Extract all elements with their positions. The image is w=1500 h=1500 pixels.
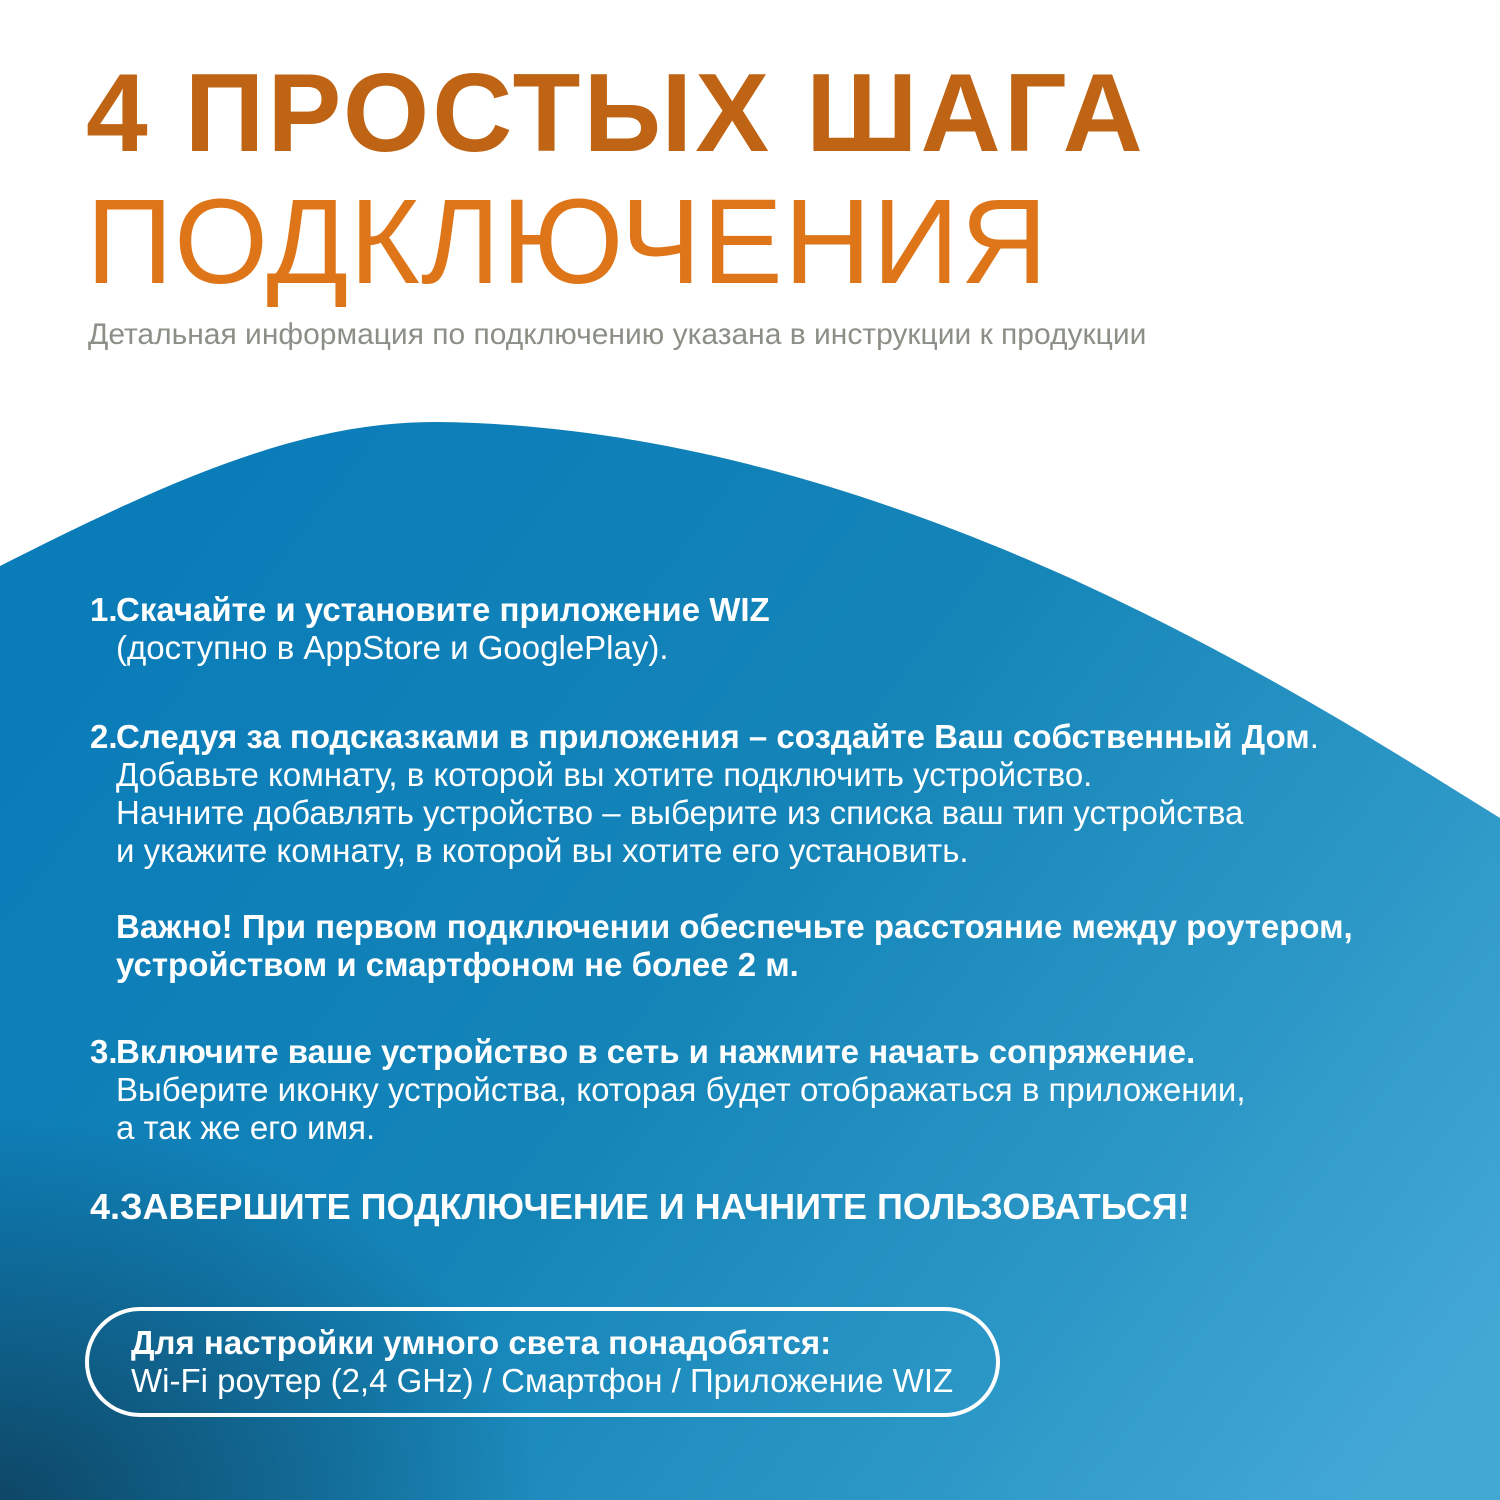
step-2-title: Следуя за подсказками в приложения – создайте Ваш собственный Дом — [116, 718, 1310, 755]
step-2-line: Добавьте комнату, в которой вы хотите подключить устройство. — [116, 756, 1093, 793]
step-3 — [90, 1033, 1246, 1147]
requirements-title: Для настройки умного света понадобятся: — [131, 1324, 832, 1361]
step-2-line: Начните добавлять устройство – выберите из списка ваш тип устройства — [116, 794, 1244, 831]
important-note-line: устройством и смартфоном не более 2 м. — [116, 946, 799, 983]
step-4-number: 4. — [90, 1186, 121, 1227]
page-title-line2: ПОДКЛЮЧЕНИЯ — [86, 173, 1049, 309]
step-3-line: а так же его имя. — [116, 1109, 376, 1146]
important-note — [116, 908, 1353, 984]
step-2-line: и укажите комнату, в которой вы хотите его установить. — [116, 832, 969, 869]
step-3-title: Включите ваше устройство в сеть и нажмите начать сопряжение. — [116, 1033, 1196, 1070]
step-3-line: Выберите иконку устройства, которая будет отображаться в приложении, — [116, 1071, 1246, 1108]
step-1-number: 1. — [90, 591, 118, 628]
step-1-title: Скачайте и установите приложение WIZ — [116, 591, 770, 628]
step-2-title-suffix: . — [1309, 718, 1319, 755]
step-4 — [90, 1186, 1190, 1228]
important-note-line: Важно! При первом подключении обеспечьте расстояние между роутером, — [116, 908, 1353, 945]
step-4-title: ЗАВЕРШИТЕ ПОДКЛЮЧЕНИЕ И НАЧНИТЕ ПОЛЬЗОВАТЬСЯ! — [120, 1186, 1190, 1227]
step-1-line: (доступно в AppStore и GooglePlay). — [116, 629, 669, 666]
page-title-line1: 4 ПРОСТЫХ ШАГА — [86, 51, 1146, 175]
step-2-number: 2. — [90, 718, 118, 755]
requirements-items: Wi-Fi роутер (2,4 GHz) / Смартфон / Приложение WIZ — [131, 1362, 954, 1399]
step-2 — [90, 718, 1319, 870]
step-1 — [90, 591, 770, 667]
requirements-box — [85, 1307, 1000, 1417]
page-subtitle: Детальная информация по подключению указана в инструкции к продукции — [88, 318, 1147, 351]
step-3-number: 3. — [90, 1033, 118, 1070]
